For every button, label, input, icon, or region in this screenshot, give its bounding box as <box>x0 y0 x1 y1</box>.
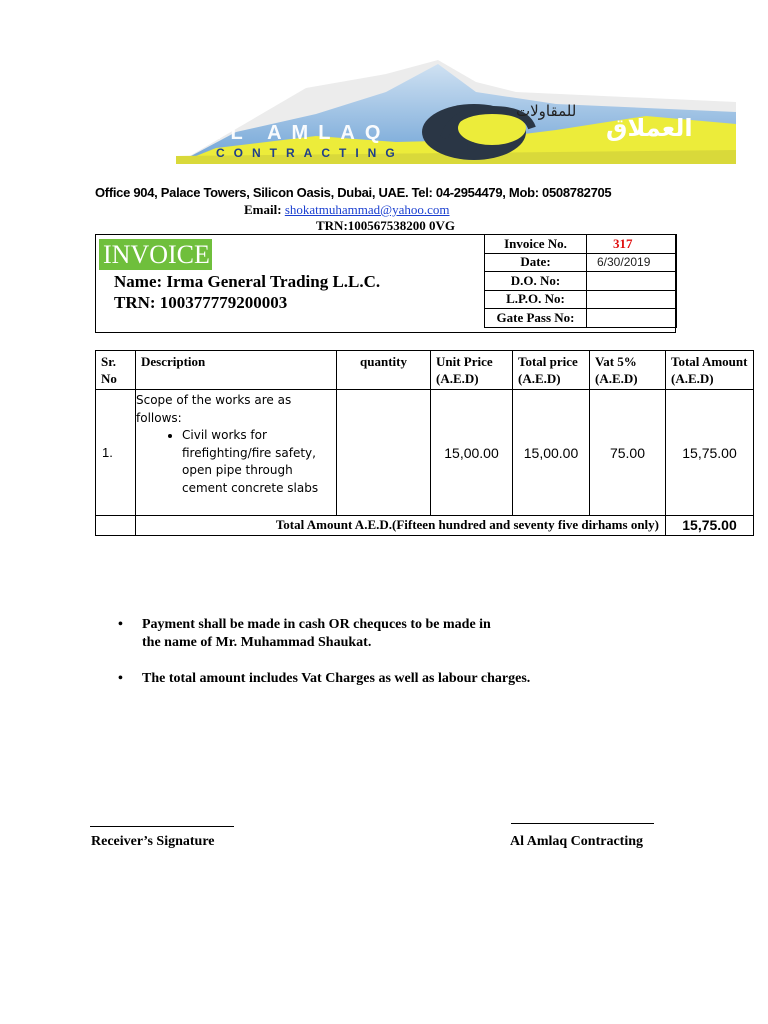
customer-trn: TRN: 100377779200003 <box>114 293 288 312</box>
item-description <box>136 390 337 516</box>
column-header-unit-price: Unit Price (A.E.D) <box>431 351 513 390</box>
meta-label: Date: <box>485 253 587 272</box>
bullet-icon: • <box>118 617 123 632</box>
customer-name: Name: Irma General Trading L.L.C. <box>114 272 381 291</box>
invoice-title-badge: INVOICE <box>99 239 212 270</box>
item-total-price: 15,00.00 <box>513 390 590 516</box>
logo-sub-text: CONTRACTING <box>216 146 404 160</box>
meta-label: Gate Pass No: <box>485 309 587 328</box>
email-link[interactable]: shokatmuhammad@yahoo.com <box>284 202 450 217</box>
total-row-spacer <box>96 516 136 536</box>
column-header-total-amount: Total Amount (A.E.D) <box>666 351 754 390</box>
receiver-signature-label: Receiver’s Signature <box>91 834 215 849</box>
company-logo-banner <box>176 52 736 170</box>
total-amount-value: 15,75.00 <box>666 516 754 536</box>
invoice-number: 317 <box>587 235 677 254</box>
meta-row-gate-pass <box>485 309 677 328</box>
item-unit-price: 15,00.00 <box>431 390 513 516</box>
item-description-bullet: • Civil works for firefighting/fire safety, open pipe through cement concrete slabs <box>182 427 336 497</box>
email-line <box>244 202 450 218</box>
column-header-sr: Sr. No <box>96 351 136 390</box>
company-signature-label: Al Amlaq Contracting <box>510 834 643 849</box>
payment-note-line2: the name of Mr. Muhammad Shaukat. <box>142 635 372 650</box>
item-total-amount: 15,75.00 <box>666 390 754 516</box>
column-header-quantity: quantity <box>337 351 431 390</box>
item-vat: 75.00 <box>590 390 666 516</box>
logo-arabic-large: العملاق <box>606 114 693 142</box>
company-address: Office 904, Palace Towers, Silicon Oasis, Dubai, UAE. Tel: 04-2954479, Mob: 0508782705 <box>95 185 612 200</box>
vat-note <box>118 670 618 688</box>
gate-pass-value <box>587 309 677 328</box>
meta-label: L.P.O. No: <box>485 290 587 309</box>
company-trn: TRN:100567538200 0VG <box>316 218 456 233</box>
total-row <box>96 516 754 536</box>
company-signature-line <box>511 823 654 824</box>
meta-row-date <box>485 253 677 272</box>
meta-row-lpo-no <box>485 290 677 309</box>
meta-label: D.O. No: <box>485 272 587 291</box>
logo-latin-text: AL AMLAQ <box>206 122 391 144</box>
vat-note-line1: The total amount includes Vat Charges as well as labour charges. <box>142 671 531 686</box>
column-header-vat: Vat 5% (A.E.D) <box>590 351 666 390</box>
column-header-total-price: Total price (A.E.D) <box>513 351 590 390</box>
item-quantity <box>337 390 431 516</box>
item-sr: 1. <box>96 390 136 516</box>
email-label: Email: <box>244 202 285 217</box>
payment-note <box>118 616 538 652</box>
invoice-date: 6/30/2019 <box>587 253 677 272</box>
bullet-icon: • <box>118 671 123 686</box>
meta-row-invoice-no <box>485 235 677 254</box>
table-row <box>96 390 754 516</box>
meta-row-do-no <box>485 272 677 291</box>
item-description-intro: Scope of the works are as follows: <box>136 393 292 425</box>
item-description-list <box>136 427 336 497</box>
receiver-signature-line <box>90 826 234 827</box>
do-number-value <box>587 272 677 291</box>
logo-arabic-small: للمقاولات <box>516 102 577 120</box>
meta-label: Invoice No. <box>485 235 587 254</box>
payment-note-line1: Payment shall be made in cash OR chequces to be made in <box>142 617 491 632</box>
line-items-table <box>95 350 754 536</box>
total-amount-label: Total Amount A.E.D.(Fifteen hundred and seventy five dirhams only) <box>136 516 666 536</box>
column-header-description: Description <box>136 351 337 390</box>
lpo-number-value <box>587 290 677 309</box>
table-header-row <box>96 351 754 390</box>
invoice-meta-table <box>484 234 677 328</box>
